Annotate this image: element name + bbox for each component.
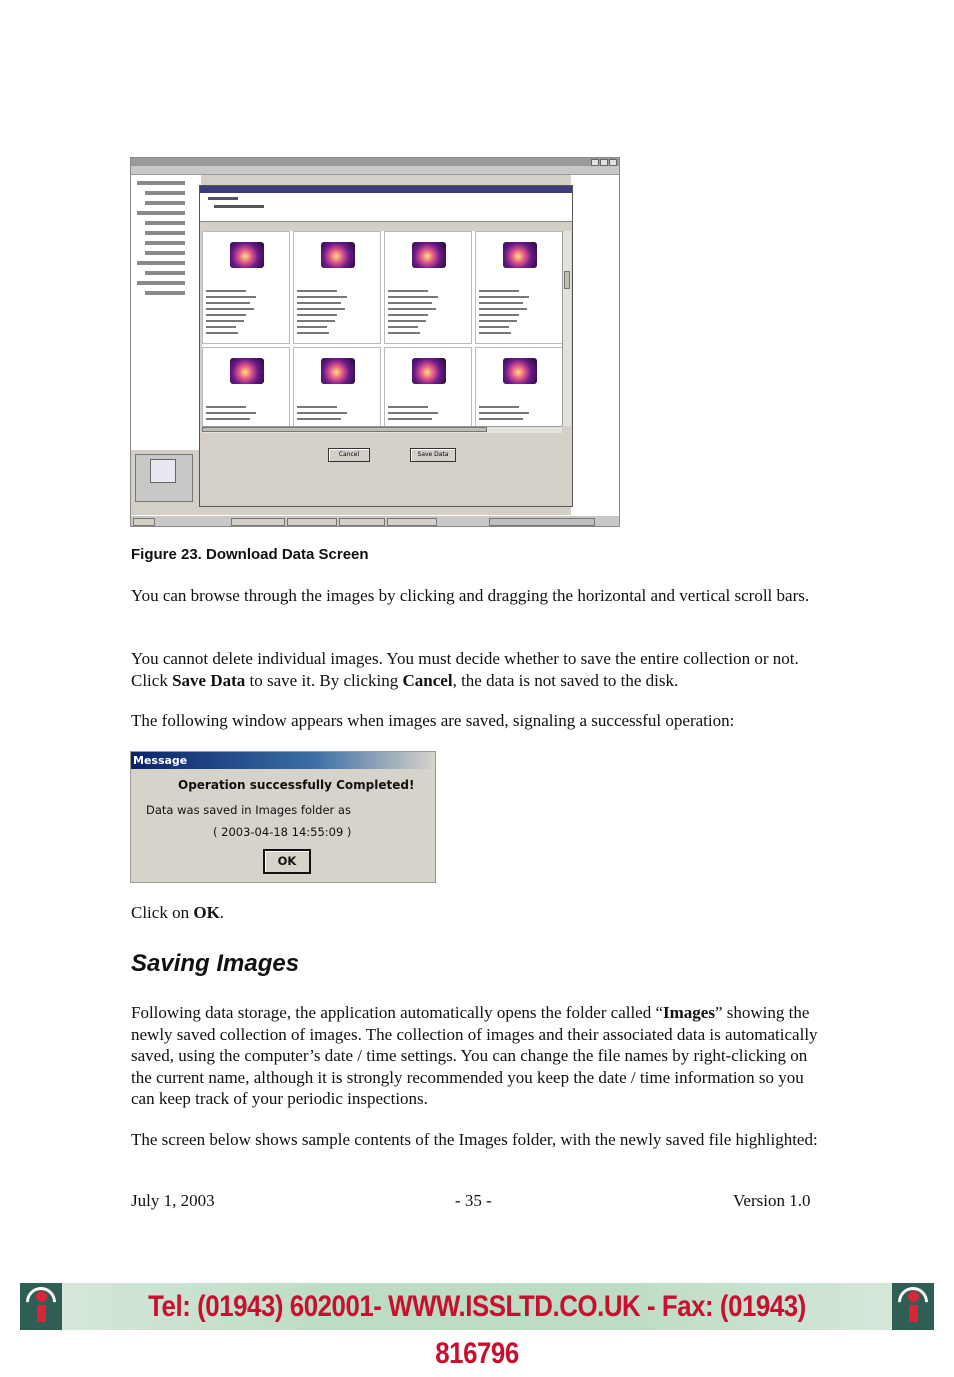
taskbar-item[interactable] xyxy=(387,518,437,526)
section-heading: Saving Images xyxy=(131,950,300,977)
system-tray xyxy=(489,518,595,526)
contact-banner xyxy=(20,1283,934,1370)
contact-banner-text: Tel: (01943) 602001- WWW.ISSLTD.CO.UK - Fax: (01943) 816796 xyxy=(148,1290,806,1370)
image-thumbnail[interactable] xyxy=(293,231,381,344)
vertical-scroll-thumb[interactable] xyxy=(564,271,570,289)
image-preview-grid xyxy=(202,231,562,426)
image-thumbnail[interactable] xyxy=(202,231,290,344)
image-thumbnail[interactable] xyxy=(475,231,562,344)
message-heading: Operation successfully Completed! xyxy=(178,778,415,792)
download-images-panel[interactable] xyxy=(135,454,193,502)
vertical-scrollbar[interactable] xyxy=(562,231,571,426)
image-thumbnail[interactable] xyxy=(384,347,472,426)
message-dialog xyxy=(130,751,436,883)
message-line-1: Data was saved in Images folder as xyxy=(146,803,351,817)
horizontal-scrollbar[interactable] xyxy=(202,426,562,433)
folder-tree xyxy=(131,175,201,450)
right-pane xyxy=(571,175,619,525)
iss-logo-left xyxy=(20,1283,62,1330)
taskbar-item[interactable] xyxy=(231,518,285,526)
paragraph-save-collection: You cannot delete individual images. You must decide whether to save the entire collection or not. Click Save Data to save it. By clicking Cancel, the data is not saved to the disk. xyxy=(131,649,799,690)
paragraph-click-ok: Click on OK. xyxy=(131,903,225,922)
paragraph-saving-images: Following data storage, the application automatically opens the folder called “Images” showing the newly saved collection of images. The collection of images and their associated data is automatically saved, using the computer’s date / time settings. You can change the file names by right-clicking on the current name, although it is strongly recommended you keep the date / time information so you can keep track of your periodic inspections. xyxy=(131,1003,818,1108)
image-thumbnail[interactable] xyxy=(293,347,381,426)
minimize-icon[interactable] xyxy=(591,159,599,166)
app-title-bar xyxy=(131,158,619,166)
download-data-screenshot xyxy=(130,157,620,527)
message-line-2: ( 2003-04-18 14:55:09 ) xyxy=(213,825,352,839)
maximize-icon[interactable] xyxy=(600,159,608,166)
message-title-bar: Message xyxy=(131,752,435,769)
taskbar-item[interactable] xyxy=(287,518,337,526)
windows-taskbar xyxy=(131,515,619,526)
ok-button[interactable]: OK xyxy=(263,849,311,874)
start-button[interactable] xyxy=(133,518,155,526)
footer-version: Version 1.0 xyxy=(733,1191,811,1210)
dialog-title-bar xyxy=(200,186,572,193)
paragraph-scroll: You can browse through the images by clicking and dragging the horizontal and vertical scroll bars. xyxy=(131,586,810,605)
taskbar-item[interactable] xyxy=(339,518,385,526)
image-thumbnail[interactable] xyxy=(475,347,562,426)
horizontal-scroll-thumb[interactable] xyxy=(202,427,487,432)
download-images-icon[interactable] xyxy=(150,459,176,483)
image-preview-header xyxy=(200,193,572,222)
image-thumbnail[interactable] xyxy=(384,231,472,344)
window-controls xyxy=(591,159,617,166)
paragraph-screen-below: The screen below shows sample contents of the Images folder, with the newly saved file highlighted: xyxy=(131,1130,818,1149)
paragraph-window-appears: The following window appears when images are saved, signaling a successful operation: xyxy=(131,711,735,730)
iss-logo-right xyxy=(892,1283,934,1330)
save-data-button[interactable]: Save Data xyxy=(410,448,456,462)
app-menu-bar xyxy=(131,166,619,175)
image-thumbnail[interactable] xyxy=(202,347,290,426)
footer-page-number: - 35 - xyxy=(455,1191,492,1210)
figure-caption: Figure 23. Download Data Screen xyxy=(131,546,369,563)
transfer-data-dialog xyxy=(199,185,573,507)
close-icon[interactable] xyxy=(609,159,617,166)
cancel-button[interactable]: Cancel xyxy=(328,448,370,462)
footer-date: July 1, 2003 xyxy=(131,1191,215,1210)
